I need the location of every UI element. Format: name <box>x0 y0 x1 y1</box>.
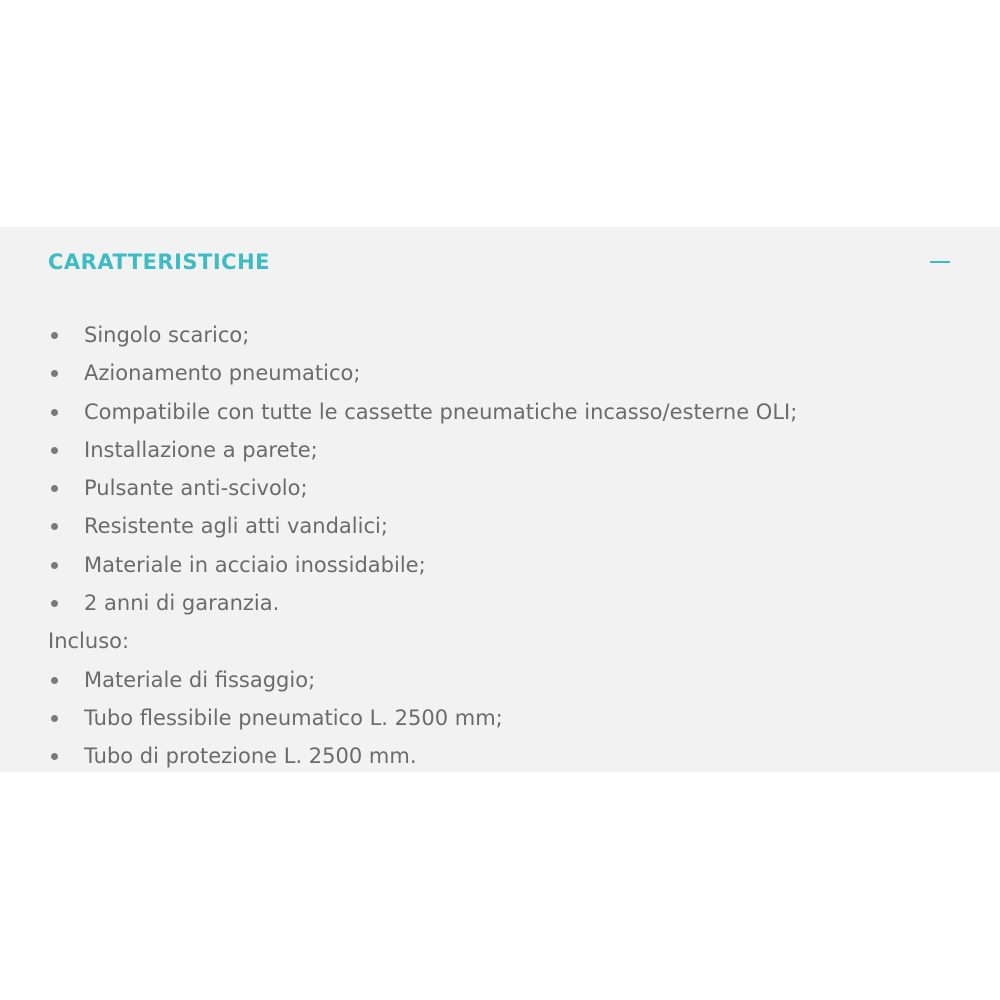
bullet-icon <box>51 523 58 530</box>
list-item-text: Pulsante anti-scivolo; <box>84 476 308 501</box>
bullet-icon <box>51 715 58 722</box>
bullet-icon <box>51 600 58 607</box>
accordion-header[interactable] <box>0 227 1000 297</box>
list-item <box>48 584 968 622</box>
accordion-title: CARATTERISTICHE <box>48 250 271 274</box>
accordion-content <box>48 316 968 776</box>
included-heading: Incluso: <box>48 629 130 654</box>
characteristics-accordion <box>0 227 1000 772</box>
list-item <box>48 661 968 699</box>
list-item <box>48 737 968 775</box>
list-item <box>48 699 968 737</box>
minus-icon[interactable] <box>930 261 950 263</box>
list-item-text: Installazione a parete; <box>84 437 318 462</box>
list-item-text: Materiale in acciaio inossidabile; <box>84 552 426 577</box>
bullet-icon <box>51 370 58 377</box>
bullet-icon <box>51 332 58 339</box>
bullet-icon <box>51 409 58 416</box>
bullet-icon <box>51 562 58 569</box>
bullet-icon <box>51 447 58 454</box>
list-item-text: Singolo scarico; <box>84 323 250 347</box>
list-item <box>48 316 968 354</box>
bullet-icon <box>51 677 58 684</box>
features-list <box>48 316 968 622</box>
bullet-icon <box>51 753 58 760</box>
list-item <box>48 546 968 584</box>
list-item <box>48 469 968 507</box>
list-item-text: Compatibile con tutte le cassette pneumatiche incasso/esterne OLI; <box>84 399 798 424</box>
list-item <box>48 431 968 469</box>
list-item-text: Resistente agli atti vandalici; <box>84 514 388 539</box>
list-item-text: Azionamento pneumatico; <box>84 361 361 386</box>
included-list <box>48 661 968 776</box>
list-item <box>48 393 968 431</box>
list-item-text: 2 anni di garanzia. <box>84 591 280 616</box>
list-item-text: Materiale di fissaggio; <box>84 667 316 692</box>
list-item-text: Tubo di protezione L. 2500 mm. <box>84 744 417 769</box>
bullet-icon <box>51 485 58 492</box>
list-item-text: Tubo flessibile pneumatico L. 2500 mm; <box>84 705 503 730</box>
list-item <box>48 507 968 545</box>
list-item <box>48 354 968 392</box>
